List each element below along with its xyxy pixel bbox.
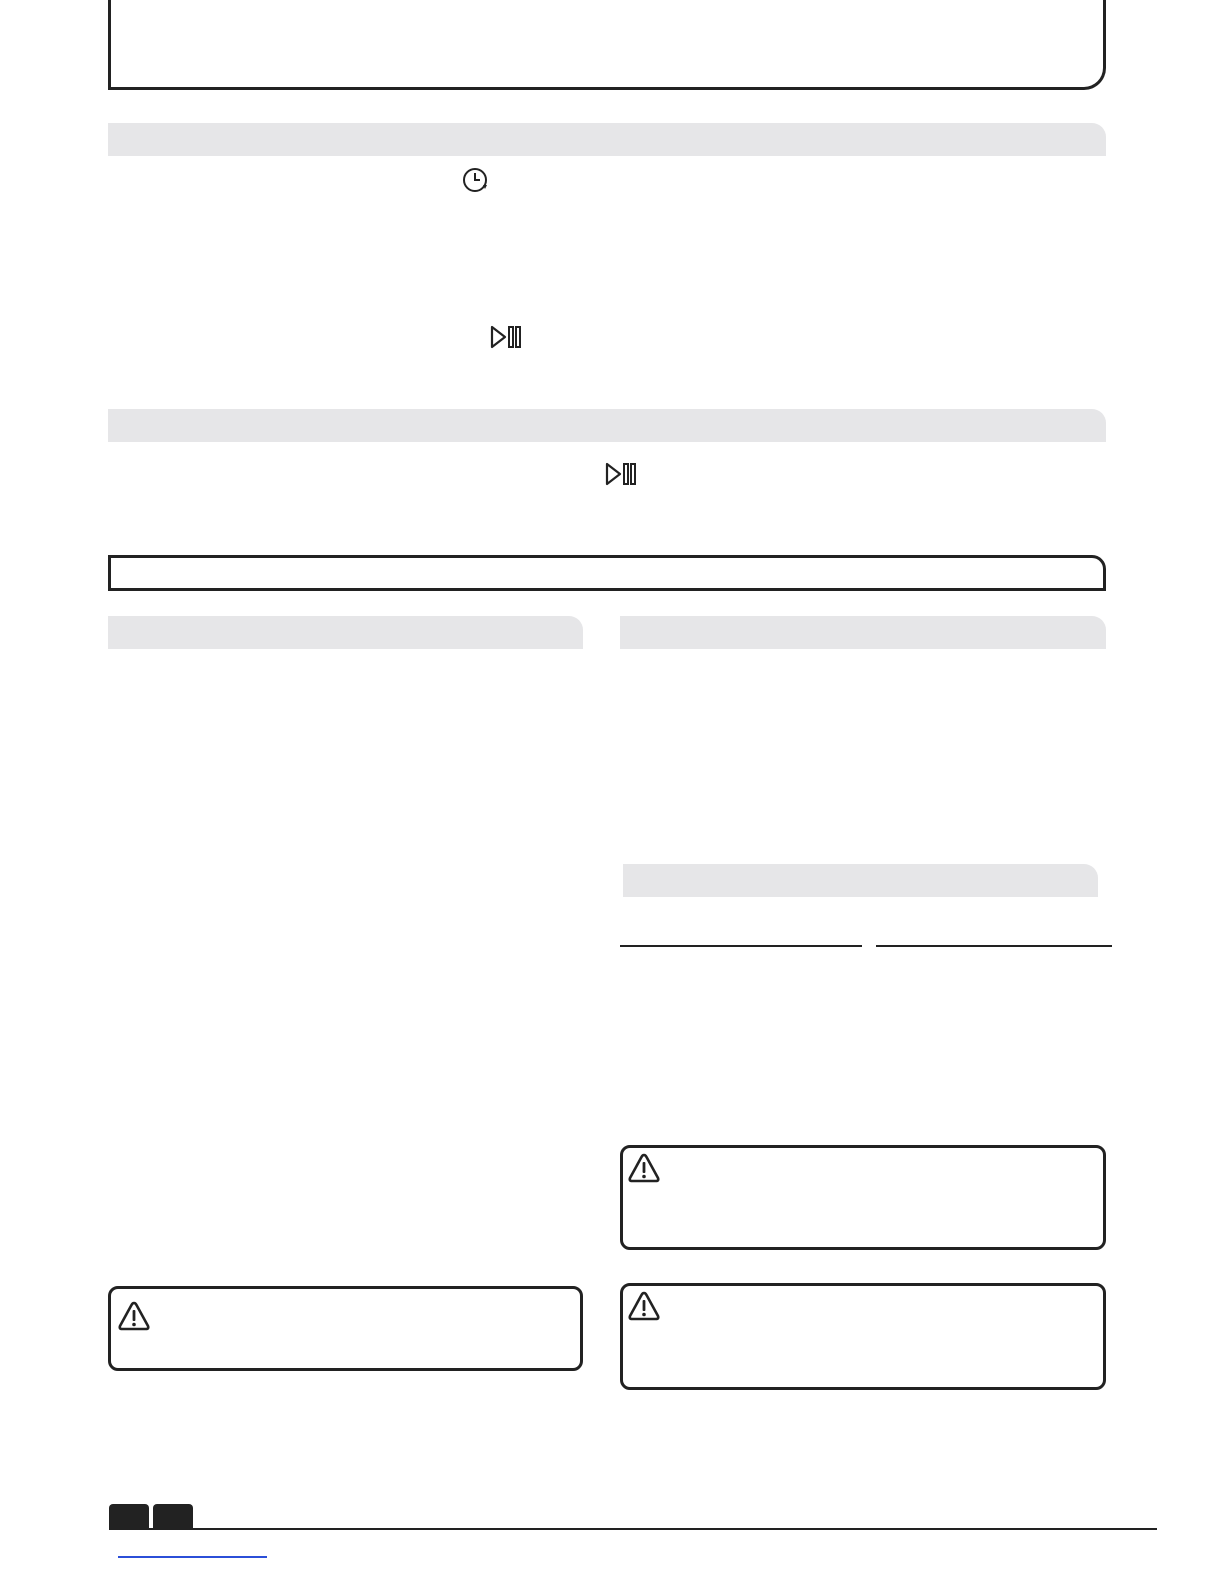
start-pause-icon (490, 324, 524, 350)
warning-icon (627, 1290, 661, 1322)
footer-page-tab (153, 1504, 193, 1530)
table-column-rule (876, 945, 1112, 947)
table-column-rule (620, 945, 862, 947)
section-heading-band (620, 616, 1106, 649)
footer-rule (109, 1528, 1157, 1530)
subsection-heading-band (623, 864, 1098, 897)
section-heading-band (108, 123, 1106, 156)
page-title-box (108, 0, 1106, 90)
footer-link-underline[interactable] (118, 1556, 267, 1558)
warning-box (620, 1283, 1106, 1390)
warning-box (108, 1286, 583, 1371)
section-heading-band (108, 409, 1106, 442)
delay-timer-icon (461, 166, 489, 194)
start-pause-icon (605, 461, 639, 487)
warning-box (620, 1145, 1106, 1250)
warning-icon (627, 1152, 661, 1184)
section-heading-band (108, 616, 583, 649)
footer-page-tab (109, 1504, 149, 1530)
chapter-heading-bar (108, 555, 1106, 591)
warning-icon (117, 1300, 151, 1332)
